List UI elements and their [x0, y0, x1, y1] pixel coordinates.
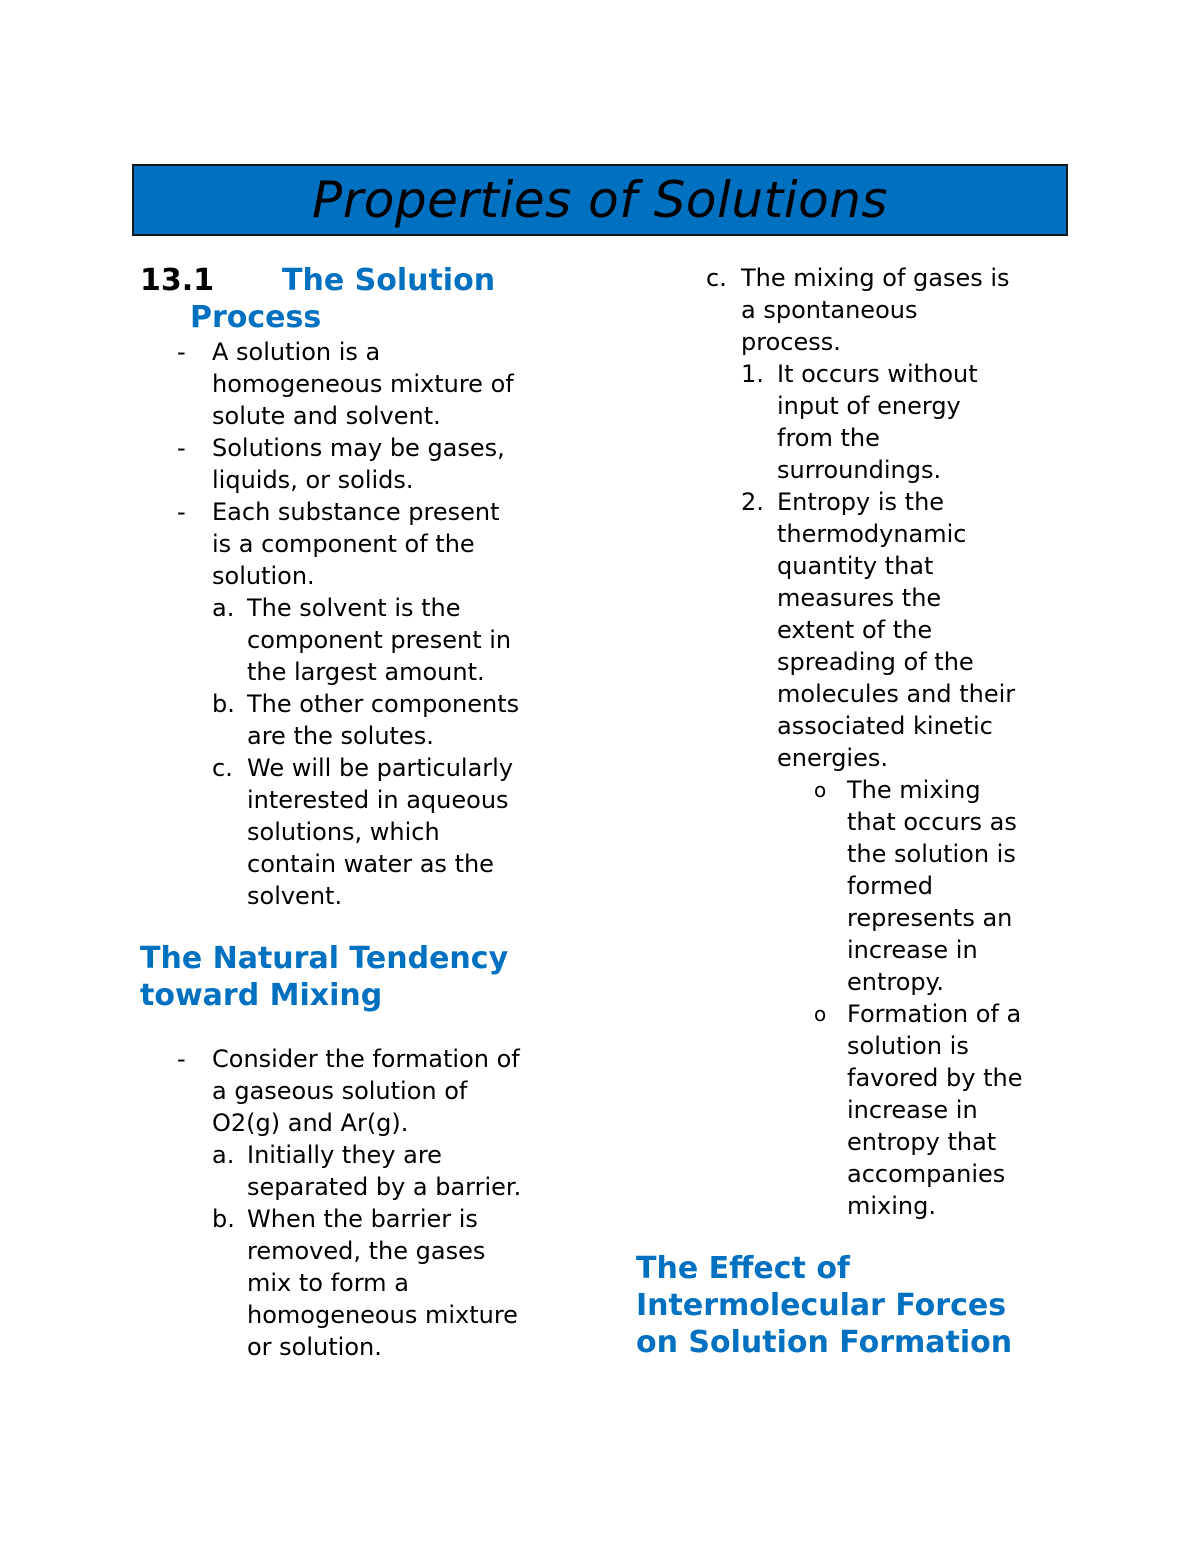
text-line: removed, the gases [247, 1237, 486, 1265]
text-line: extent of the [777, 616, 933, 644]
text-line: that occurs as [847, 808, 1017, 836]
text-line: is a component of the [212, 530, 475, 558]
numbered-item [636, 358, 1076, 486]
text-line: solution is [847, 1032, 969, 1060]
text-line: It occurs without [777, 360, 978, 388]
text-line: mix to form a [247, 1269, 409, 1297]
list-marker: 1. [741, 360, 764, 388]
title-banner [132, 164, 1068, 236]
sub-list-item [140, 752, 580, 912]
sub-list-item [140, 592, 580, 688]
text-line: The mixing of gases is [741, 264, 1010, 292]
sub-list-item [140, 688, 580, 752]
text-line: contain water as the [247, 850, 494, 878]
text-line: - Each substance present [212, 498, 500, 526]
text-line: Initially they are [247, 1141, 442, 1169]
list-item [140, 432, 580, 496]
text-line: spreading of the [777, 648, 974, 676]
text-line: from the [777, 424, 880, 452]
text-line: a gaseous solution of [212, 1077, 468, 1105]
heading-line: The Effect of [636, 1251, 850, 1286]
text-line: homogeneous mixture of [212, 370, 514, 398]
list-marker: b. [212, 690, 235, 718]
heading-line: The Natural Tendency [140, 941, 509, 976]
text-line: solution. [212, 562, 315, 590]
intermolecular-forces-heading [636, 1250, 1076, 1361]
text-line: The solvent is the [247, 594, 461, 622]
list-marker: b. [212, 1205, 235, 1233]
text-line: Formation of a [847, 1000, 1022, 1028]
heading-line: on Solution Formation [636, 1325, 1013, 1360]
list-marker: c. [706, 264, 727, 292]
text-line: surroundings. [777, 456, 942, 484]
natural-tendency-heading [140, 940, 580, 1014]
text-line: When the barrier is [247, 1205, 478, 1233]
list-marker: a. [212, 594, 235, 622]
sub-list-item [636, 262, 1076, 358]
text-line: represents an [847, 904, 1013, 932]
section-number: 13.1 [140, 263, 215, 298]
text-line: - Consider the formation of [212, 1045, 520, 1073]
text-line: measures the [777, 584, 942, 612]
text-line: solute and solvent. [212, 402, 441, 430]
text-line: favored by the [847, 1064, 1023, 1092]
text-line: or solution. [247, 1333, 382, 1361]
text-line: We will be particularly [247, 754, 514, 782]
text-line: increase in [847, 936, 978, 964]
right-column [636, 262, 1076, 1361]
text-line: O2(g) and Ar(g). [212, 1109, 409, 1137]
section-heading-line2: Process [190, 300, 322, 335]
list-item [140, 496, 580, 592]
text-line: - A solution is a [212, 338, 381, 366]
sub-list-item [140, 1203, 580, 1363]
text-line: are the solutes. [247, 722, 434, 750]
heading-line: Intermolecular Forces [636, 1288, 1007, 1323]
list-item [140, 1043, 580, 1139]
text-line: input of energy [777, 392, 961, 420]
text-line: the solution is [847, 840, 1016, 868]
text-line: Entropy is the [777, 488, 945, 516]
text-line: - Solutions may be gases, [212, 434, 505, 462]
list-item [140, 336, 580, 432]
text-line: associated kinetic [777, 712, 993, 740]
list-marker: c. [212, 754, 233, 782]
text-line: solutions, which [247, 818, 440, 846]
list-marker: a. [212, 1141, 235, 1169]
text-line: solvent. [247, 882, 343, 910]
text-line: accompanies [847, 1160, 1006, 1188]
circle-bullet-item [636, 998, 1076, 1222]
text-line: liquids, or solids. [212, 466, 414, 494]
text-line: homogeneous mixture [247, 1301, 518, 1329]
section-heading-line1: The Solution [282, 263, 496, 298]
text-line: process. [741, 328, 841, 356]
heading-line: toward Mixing [140, 978, 383, 1013]
circle-bullet-icon: o [814, 778, 827, 802]
left-column [140, 262, 580, 1363]
text-line: thermodynamic [777, 520, 967, 548]
text-line: energies. [777, 744, 888, 772]
numbered-item [636, 486, 1076, 774]
sub-list-item [140, 1139, 580, 1203]
text-line: molecules and their [777, 680, 1016, 708]
text-line: entropy. [847, 968, 945, 996]
text-line: interested in aqueous [247, 786, 509, 814]
circle-bullet-item [636, 774, 1076, 998]
circle-bullet-icon: o [814, 1002, 827, 1026]
section-13-1-heading [140, 262, 580, 336]
text-line: quantity that [777, 552, 934, 580]
text-line: formed [847, 872, 933, 900]
text-line: entropy that [847, 1128, 997, 1156]
text-line: increase in [847, 1096, 978, 1124]
text-line: separated by a barrier. [247, 1173, 522, 1201]
text-line: mixing. [847, 1192, 936, 1220]
text-line: The mixing [847, 776, 981, 804]
text-line: the largest amount. [247, 658, 485, 686]
text-line: a spontaneous [741, 296, 918, 324]
page-title: Properties of Solutions [312, 171, 888, 229]
text-line: The other components [247, 690, 520, 718]
list-marker: 2. [741, 488, 764, 516]
text-line: component present in [247, 626, 512, 654]
